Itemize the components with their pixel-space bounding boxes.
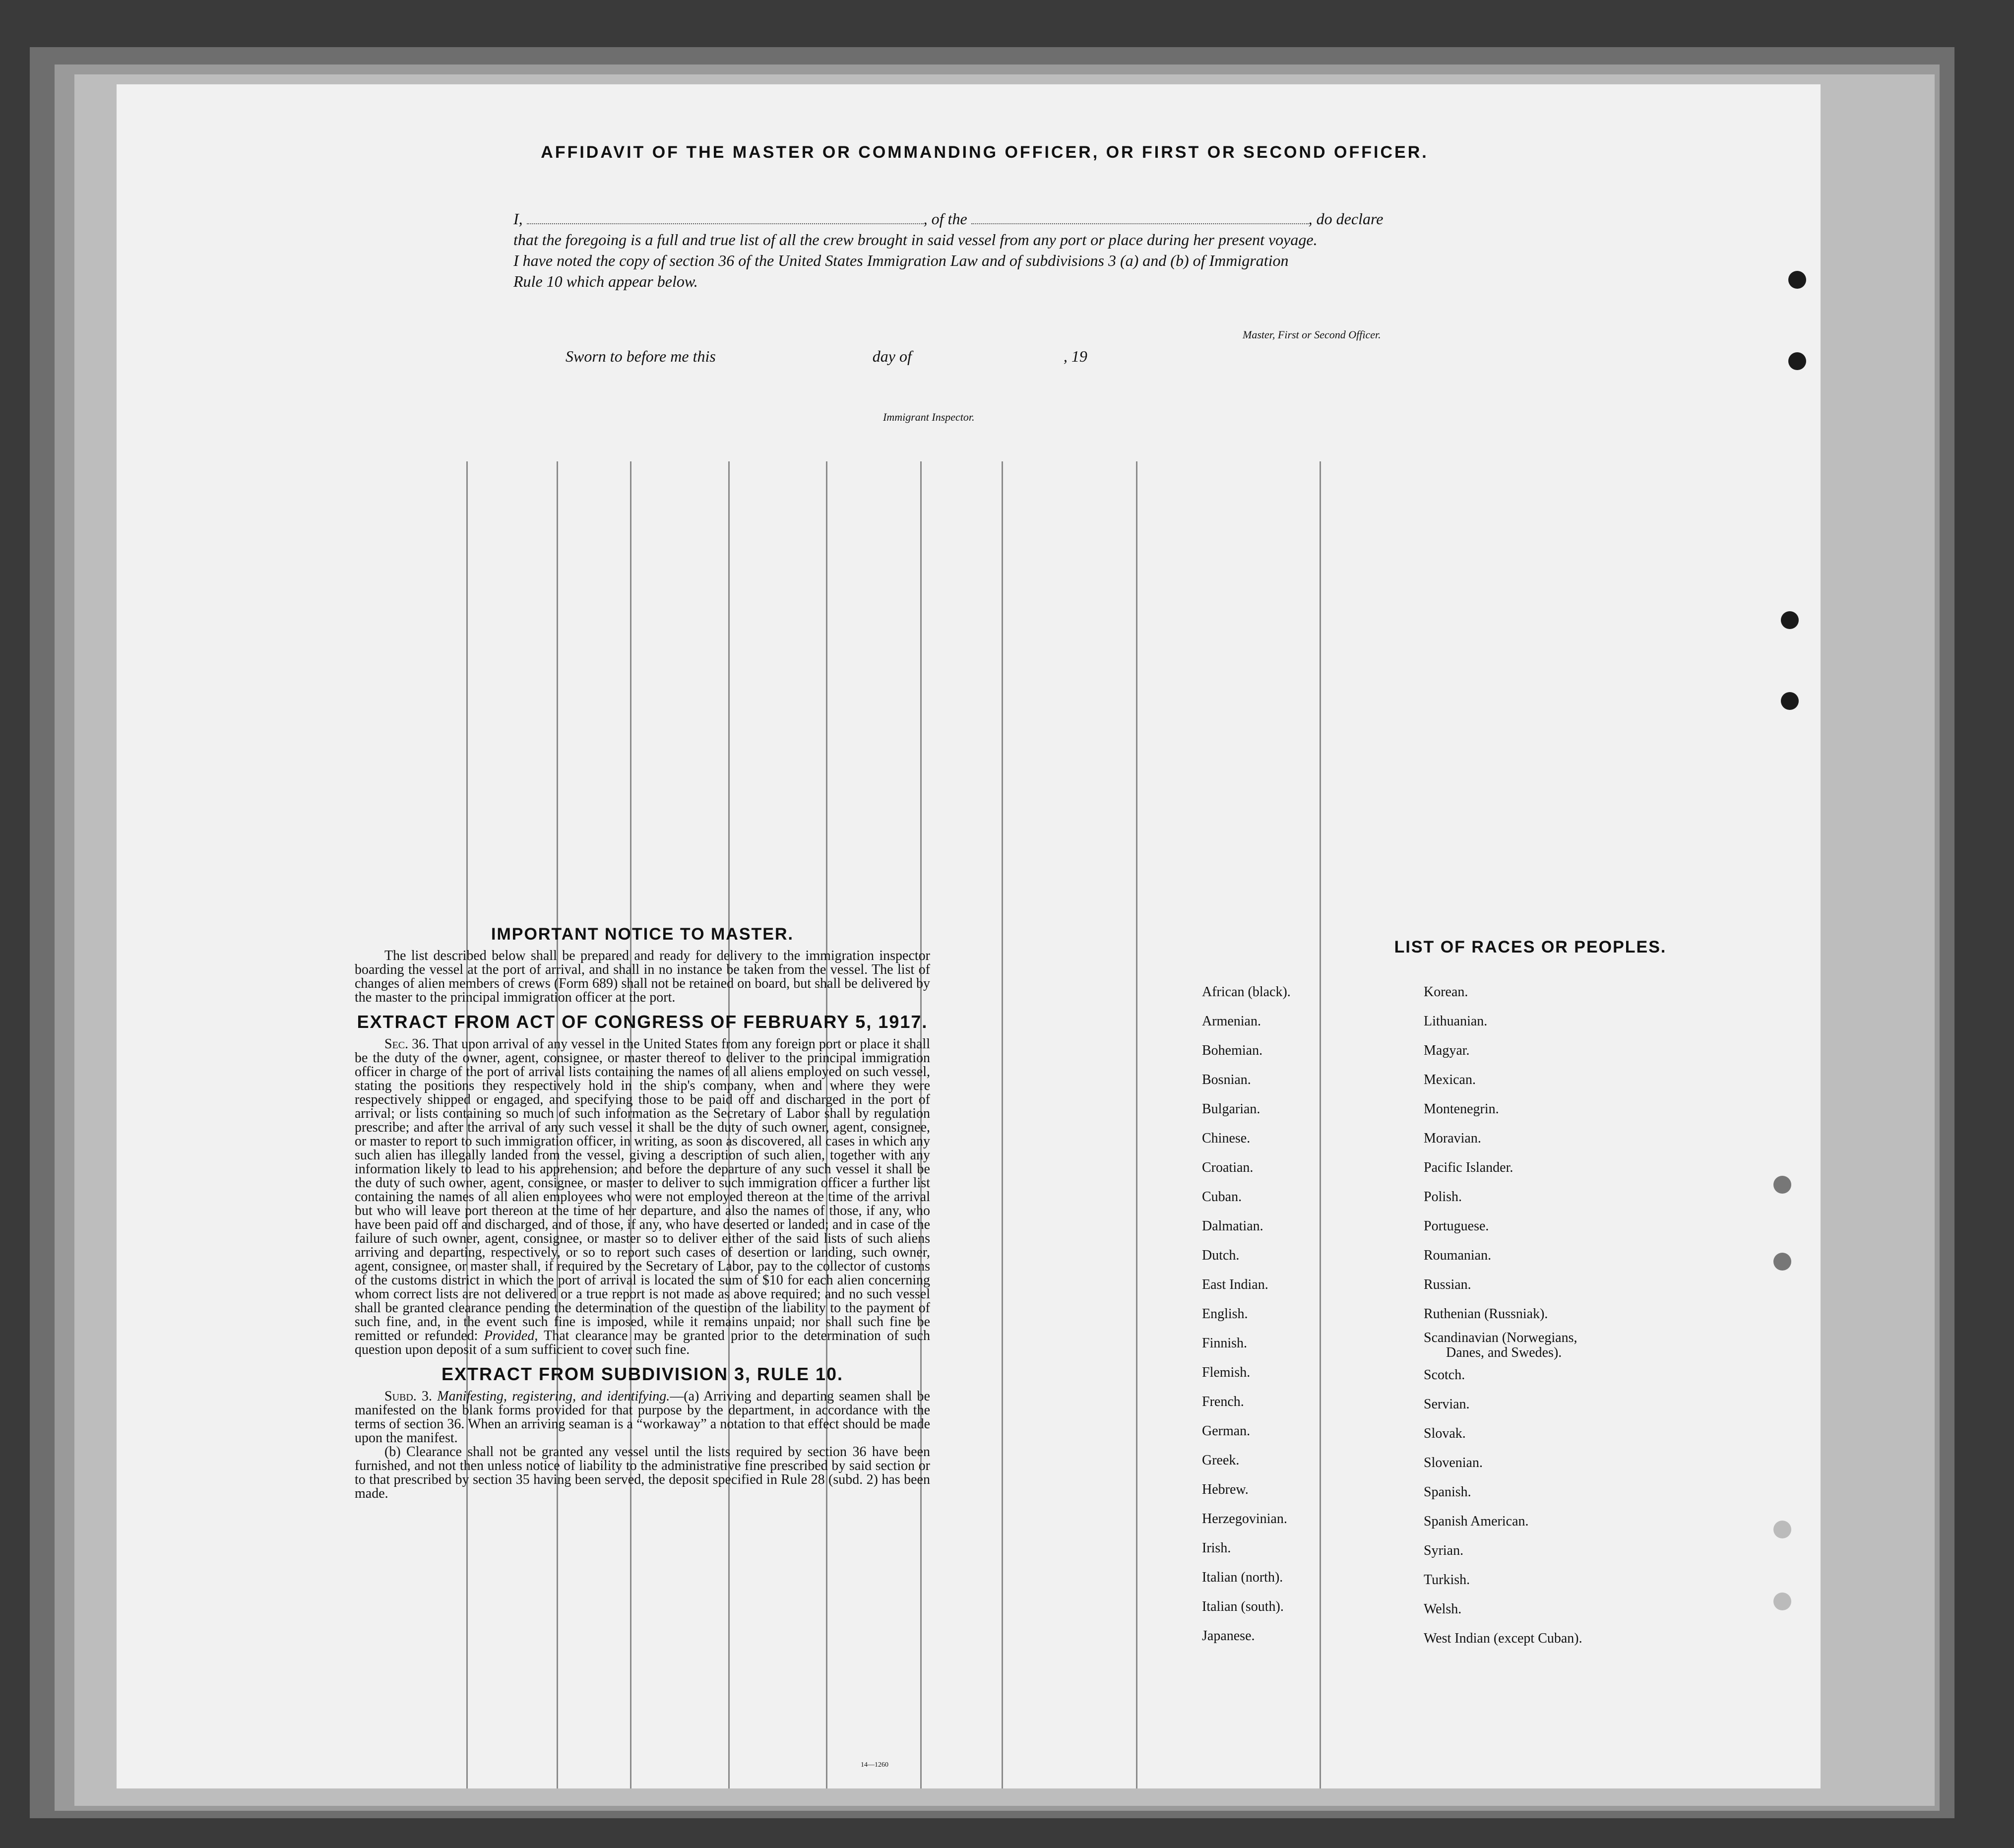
race-item: Ruthenian (Russniak).: [1424, 1306, 1548, 1322]
race-item: Slovenian.: [1424, 1455, 1483, 1470]
race-item: Spanish American.: [1424, 1514, 1529, 1529]
race-item: Armenian.: [1202, 1014, 1261, 1029]
inspector-signature-label: Immigrant Inspector.: [883, 411, 975, 423]
race-item: Moravian.: [1424, 1131, 1481, 1146]
race-item: Italian (south).: [1202, 1599, 1284, 1614]
race-item: Welsh.: [1424, 1601, 1462, 1617]
binder-hole: [1773, 1176, 1791, 1194]
act-tail: That clearance may be granted prior to the determination of such question upon deposit of a sum sufficient to cover such fine.: [355, 1328, 931, 1357]
race-item: Turkish.: [1424, 1572, 1470, 1588]
act-body: [355, 1037, 930, 1357]
race-item: Finnish.: [1202, 1336, 1248, 1351]
affidavit-line-2: that the foregoing is a full and true list of all the crew brought in said vessel from any port or place during her present voyage.: [513, 231, 1318, 249]
binder-hole: [1773, 1253, 1791, 1271]
race-item: Montenegrin.: [1424, 1101, 1499, 1117]
column-rule: [1136, 461, 1137, 1788]
race-item: Dutch.: [1202, 1248, 1240, 1263]
rule-title: EXTRACT FROM SUBDIVISION 3, RULE 10.: [441, 1364, 844, 1384]
race-item: Italian (north).: [1202, 1570, 1283, 1585]
name-blank[interactable]: [527, 210, 924, 224]
provided-word: Provided,: [484, 1328, 538, 1343]
binder-hole: [1781, 692, 1799, 710]
race-item: English.: [1202, 1306, 1248, 1322]
race-item: Russian.: [1424, 1277, 1471, 1292]
race-item: Bulgarian.: [1202, 1101, 1260, 1117]
race-item: Hebrew.: [1202, 1482, 1249, 1497]
race-item: Magyar.: [1424, 1043, 1470, 1058]
column-rule: [1002, 461, 1003, 1788]
subd-label: Subd. 3.: [384, 1389, 433, 1404]
race-item: German.: [1202, 1423, 1251, 1439]
race-item: Servian.: [1424, 1397, 1470, 1412]
affidavit-line-4: Rule 10 which appear below.: [513, 272, 698, 290]
affidavit-line-1: [513, 208, 1630, 229]
manifest-page: [117, 84, 1821, 1788]
race-item: French.: [1202, 1394, 1244, 1409]
notice-body: The list described below shall be prepared and ready for delivery to the immigration inspector boarding the vessel at the port of arrival, and shall in no instance be taken from the vessel. The list of changes of alien members of crews (Form 689) shall not be retained on board, but shall be delivered by the master to the principal immigration officer at the port.: [355, 948, 930, 1005]
affidavit-title: AFFIDAVIT OF THE MASTER OR COMMANDING OFFICER, OR FIRST OR SECOND OFFICER.: [541, 143, 1429, 162]
master-signature-label: Master, First or Second Officer.: [1243, 328, 1381, 341]
race-item: Pacific Islander.: [1424, 1160, 1513, 1175]
race-item: Danes, and Swedes).: [1446, 1345, 1562, 1360]
affidavit-declare: , do declare: [1308, 210, 1384, 228]
subd-heading: Manifesting, registering, and identifying.: [437, 1389, 670, 1404]
race-item: Roumanian.: [1424, 1248, 1492, 1263]
binder-hole: [1773, 1593, 1791, 1610]
races-right-column: [1424, 977, 1582, 1653]
subd-a-text: —(a) Arriving and departing seamen shall be manifested on the blank forms provided for that purpose by the department, in accordance with the terms of section 36. When an arriving seaman is a “workaway” a notation to that effect should be made upon the manifest.: [355, 1389, 930, 1446]
race-item: Japanese.: [1202, 1628, 1255, 1644]
races-left-column: [1202, 977, 1291, 1651]
race-item: Syrian.: [1424, 1543, 1464, 1558]
race-item: West Indian (except Cuban).: [1424, 1631, 1582, 1646]
act-title: EXTRACT FROM ACT OF CONGRESS OF FEBRUARY 5, 1917.: [357, 1012, 928, 1032]
race-item: Chinese.: [1202, 1131, 1251, 1146]
binder-hole: [1788, 352, 1806, 370]
race-item: Mexican.: [1424, 1072, 1476, 1087]
rule-subd-a: [355, 1390, 930, 1445]
race-item: Cuban.: [1202, 1189, 1242, 1205]
race-item: Lithuanian.: [1424, 1014, 1488, 1029]
vessel-blank[interactable]: [971, 210, 1309, 224]
race-item: Polish.: [1424, 1189, 1462, 1205]
notice-block: [355, 918, 930, 1501]
race-item: Bohemian.: [1202, 1043, 1263, 1058]
day-of-text: day of: [872, 347, 912, 365]
form-number: 14—1260: [861, 1761, 888, 1769]
affidavit-of-the: , of the: [923, 210, 967, 228]
sworn-line: [566, 347, 1087, 366]
race-item: Dalmatian.: [1202, 1218, 1263, 1234]
sworn-text: Sworn to before me this: [566, 347, 716, 365]
race-item: African (black).: [1202, 984, 1291, 1000]
race-item: Portuguese.: [1424, 1218, 1489, 1234]
column-rule: [1320, 461, 1321, 1788]
notice-title: IMPORTANT NOTICE TO MASTER.: [491, 925, 794, 944]
race-item: Korean.: [1424, 984, 1468, 1000]
rule-subd-b: (b) Clearance shall not be granted any vessel until the lists required by section 36 have been furnished, and not then unless notice of liability to the administrative fine prescribed by said section or to that prescribed by section 35 having been served, the deposit specified in Rule 28 (subd. 2) has been made.: [355, 1444, 930, 1501]
binder-hole: [1788, 271, 1806, 289]
race-item: Scotch.: [1424, 1367, 1465, 1383]
race-item: Greek.: [1202, 1453, 1240, 1468]
binder-hole: [1773, 1521, 1791, 1538]
race-item: Croatian.: [1202, 1160, 1254, 1175]
affidavit-i: I,: [513, 210, 523, 228]
race-item: Slovak.: [1424, 1426, 1466, 1441]
race-item: Irish.: [1202, 1540, 1231, 1556]
races-title: LIST OF RACES OR PEOPLES.: [1394, 938, 1667, 956]
race-item: Scandinavian (Norwegians,: [1424, 1330, 1577, 1345]
act-text: That upon arrival of any vessel in the United States from any foreign port or place it shall be the duty of the owner, agent, consignee, or master thereof to deliver to the principal immigration officer in charge of the port of arrival lists containing the names of all aliens employed on such vessel, stating the positions they respectively hold in the ship's company, when and where they were respectively shipped or engaged, and specifying those to be paid off and discharged in the port of arrival; or lists containing so much of such information as the Secretary of Labor shall by regulation prescribe; and after the arrival of any such vessel it shall be the duty of such owner, agent, consignee, or master to report to such immigration officer, in writing, as soon as discovered, all cases in which any such alien has illegally landed from the vessel, giving a description of such alien, together with any information likely to lead to his apprehension; and before the departure of any such vessel it shall be the duty of such owner, agent, consignee, or master to deliver to such immigration officer a further list containing the names of all alien employees who were not employed thereon at the time of the arrival but who will leave port thereon at the time of her departure, and also the names of those, if any, who have been paid off and discharged, and of those, if any, who have deserted or landed; and in case of the failure of such owner, agent, consignee, or master so to deliver either of the said lists of such aliens arriving and departing, respectively, or so to report such cases of desertion or landing, such owner, agent, consignee, or master shall, if required by the Secretary of Labor, pay to the collector of customs of the customs district in which the port of arrival is located the sum of $10 for each alien concerning whom correct lists are not delivered or a true report is not made as above required; and no such vessel shall be granted clearance pending the determination of the question of the liability to the payment of such fine, and, in the event such fine is imposed, while it remains unpaid; nor shall such fine be remitted or refunded:: [355, 1036, 930, 1343]
sec-label: Sec. 36.: [384, 1036, 430, 1052]
race-item: Spanish.: [1424, 1484, 1471, 1500]
race-item: Bosnian.: [1202, 1072, 1251, 1087]
race-item: Herzegovinian.: [1202, 1511, 1287, 1527]
binder-hole: [1781, 611, 1799, 629]
race-item: East Indian.: [1202, 1277, 1268, 1292]
year-text: , 19: [1063, 347, 1087, 365]
race-item: Flemish.: [1202, 1365, 1251, 1380]
affidavit-line-3: I have noted the copy of section 36 of the United States Immigration Law and of subdivisions 3 (a) and (b) of Immigration: [513, 252, 1289, 269]
